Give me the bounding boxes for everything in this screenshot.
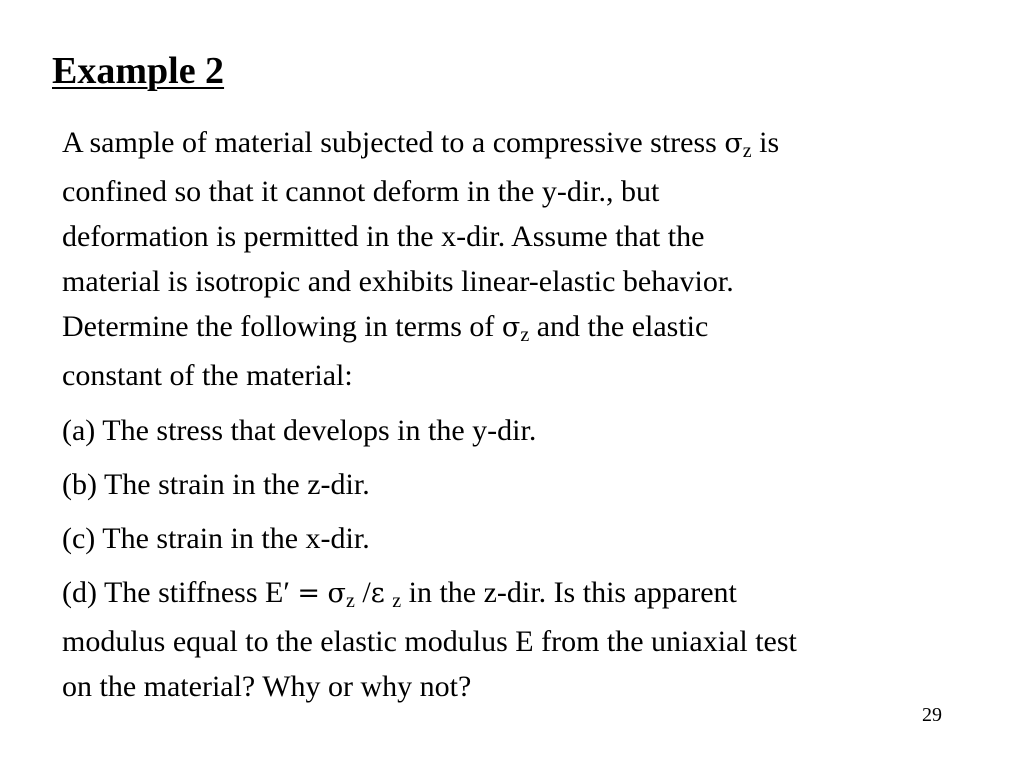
z-subscript: z — [520, 324, 530, 346]
part-d-line-1 — [62, 570, 992, 619]
part-b: (b) The strain in the z-dir. — [62, 468, 370, 501]
sigma-symbol: σ — [724, 128, 743, 159]
slide-title: Example 2 — [52, 50, 225, 92]
part-c: (c) The strain in the x-dir. — [62, 522, 370, 555]
intro-text-2: is — [759, 126, 780, 159]
intro-line-4: material is isotropic and exhibits linear-elastic behavior. — [62, 265, 734, 298]
page-number: 29 — [922, 704, 942, 726]
problem-intro — [62, 120, 992, 398]
part-d-text-2: in the z-dir. Is this apparent — [408, 576, 737, 609]
sigma-symbol: σ — [501, 312, 521, 343]
z-subscript: z — [345, 590, 355, 612]
intro-text-1: A sample of material subjected to a compressive stress — [62, 126, 717, 159]
problem-statement — [62, 120, 992, 709]
epsilon-symbol: ε — [370, 578, 385, 609]
slash-symbol: / — [362, 576, 371, 609]
intro-line-5 — [62, 304, 992, 353]
e-prime-symbol: E′ — [265, 576, 290, 609]
sigma-symbol: σ — [327, 578, 346, 609]
intro-line-6: constant of the material: — [62, 359, 353, 392]
z-subscript: z — [392, 590, 402, 612]
equals-sign: = — [297, 578, 321, 609]
z-subscript: z — [742, 140, 752, 162]
part-d-line-2: modulus equal to the elastic modulus E from the uniaxial test — [62, 625, 797, 658]
part-d — [62, 570, 992, 709]
intro-line-3: deformation is permitted in the x-dir. Assume that the — [62, 220, 705, 253]
part-d-text-1: (d) The stiffness — [62, 576, 258, 609]
intro-text-5: Determine the following in terms of — [62, 310, 495, 343]
intro-line-2: confined so that it cannot deform in the y-dir., but — [62, 175, 660, 208]
intro-line-1 — [62, 120, 992, 169]
intro-text-6: and the elastic — [536, 310, 709, 343]
part-a: (a) The stress that develops in the y-dir. — [62, 414, 537, 447]
part-d-line-3: on the material? Why or why not? — [62, 670, 472, 703]
